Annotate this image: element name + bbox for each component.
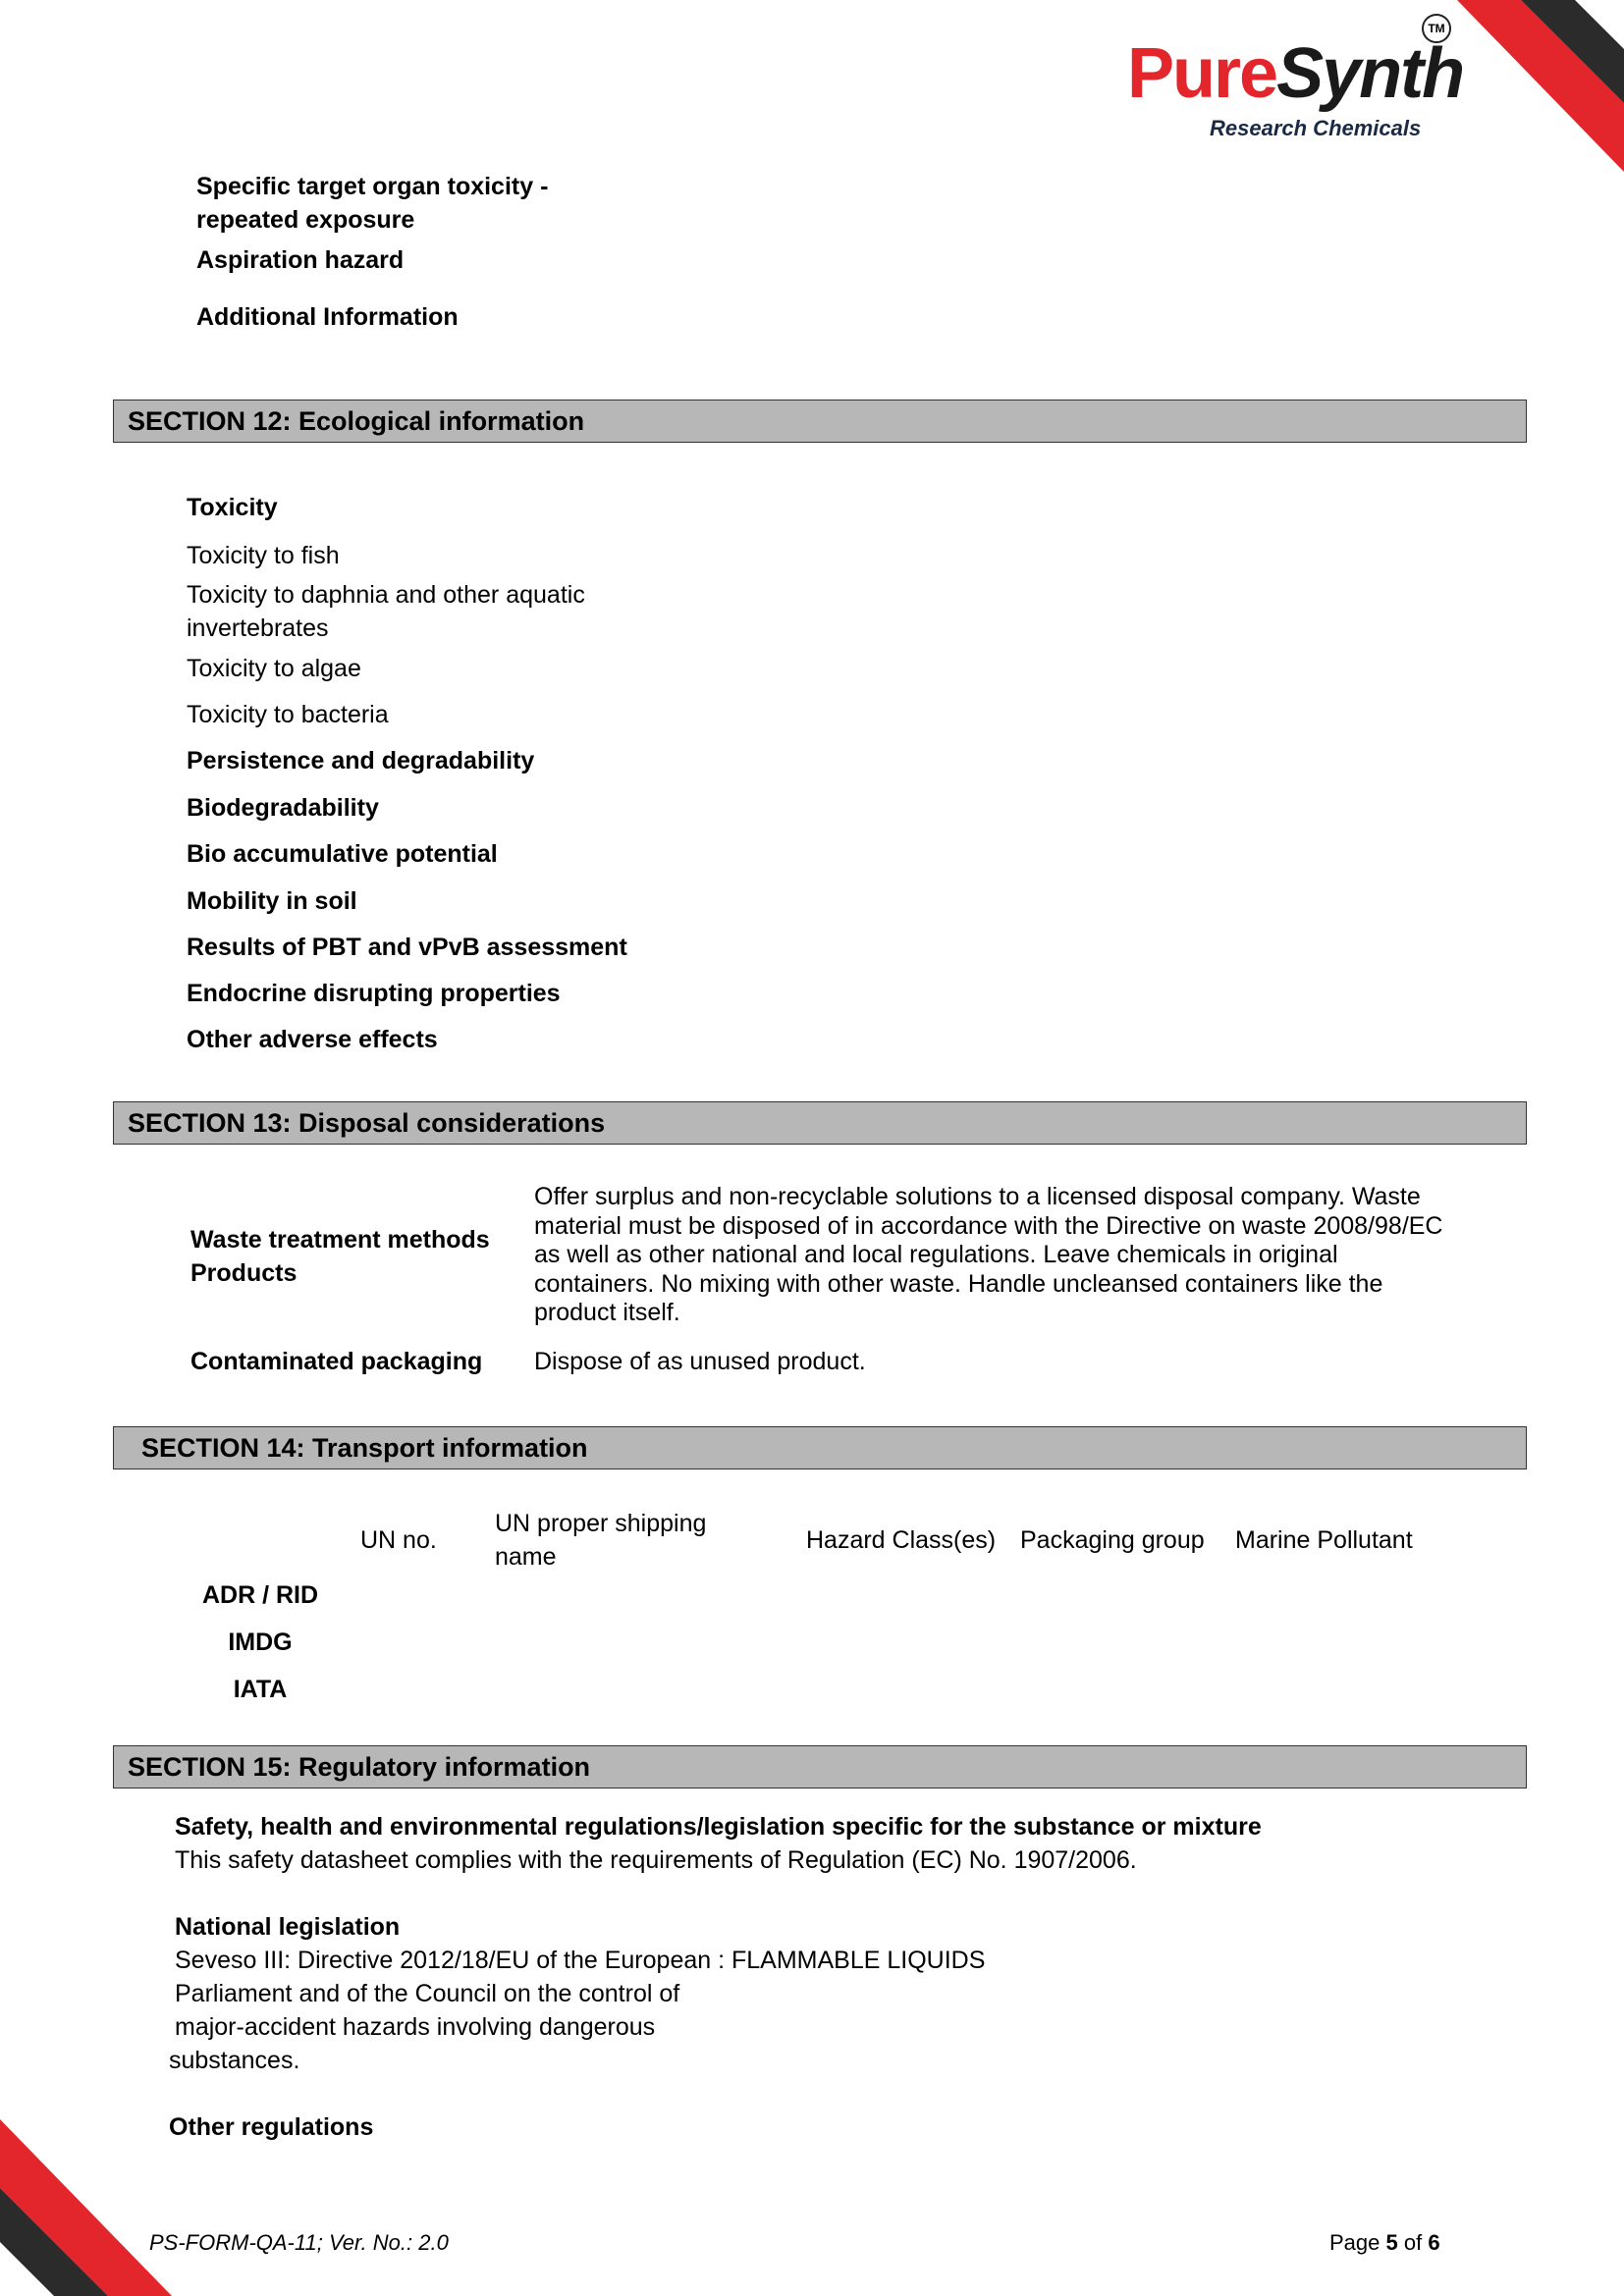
- section-13-header: SECTION 13: Disposal considerations: [113, 1101, 1527, 1145]
- waste-treatment-text: Offer surplus and non-recyclable solutions to a licensed disposal company. Waste material must be disposed of in accordance with the Directive on waste 2008/98/EC as well as other national and local regulations. Leave chemicals in original containers. No mixing with other waste. Handle uncleansed containers like the product itself.: [534, 1183, 1443, 1326]
- toxicity-bacteria-label: Toxicity to bacteria: [187, 701, 389, 728]
- section-14-header: SECTION 14: Transport information: [113, 1426, 1527, 1469]
- puresynth-logo: [1127, 22, 1464, 147]
- trademark-icon: TM: [1422, 14, 1451, 43]
- toxicity-daphnia-label-line2: invertebrates: [187, 614, 329, 642]
- corner-stripes-bottom: [0, 2119, 196, 2296]
- footer-form-id: PS-FORM-QA-11; Ver. No.: 2.0: [149, 2230, 449, 2255]
- safety-regulations-text: This safety datasheet complies with the requirements of Regulation (EC) No. 1907/2006.: [175, 1846, 1137, 1874]
- mobility-label: Mobility in soil: [187, 887, 357, 915]
- logo-tagline: Research Chemicals: [1210, 116, 1422, 140]
- logo-synth-text: Synth: [1276, 34, 1464, 113]
- other-adverse-effects-label: Other adverse effects: [187, 1026, 438, 1053]
- transport-row-imdg: IMDG: [228, 1629, 293, 1656]
- col-shipping-name-line1: UN proper shipping: [495, 1510, 707, 1537]
- page-current: 5: [1385, 2230, 1398, 2255]
- persistence-label: Persistence and degradability: [187, 747, 535, 774]
- toxicity-heading: Toxicity: [187, 494, 278, 521]
- bioaccumulative-label: Bio accumulative potential: [187, 840, 498, 868]
- page-of: of: [1403, 2230, 1423, 2255]
- endocrine-label: Endocrine disrupting properties: [187, 980, 561, 1007]
- seveso-text-line4: substances.: [169, 2047, 300, 2074]
- transport-row-iata: IATA: [233, 1676, 288, 1703]
- transport-row-adr-rid: ADR / RID: [201, 1581, 319, 1609]
- safety-regulations-heading: Safety, health and environmental regulations/legislation specific for the substance or mixture: [175, 1813, 1262, 1841]
- col-marine-pollutant: Marine Pollutant: [1235, 1526, 1413, 1554]
- section-12-header: SECTION 12: Ecological information: [113, 400, 1527, 443]
- col-hazard-class: Hazard Class(es): [806, 1526, 997, 1554]
- national-legislation-heading: National legislation: [175, 1913, 401, 1941]
- page-total: 6: [1428, 2230, 1440, 2255]
- toxicity-algae-label: Toxicity to algae: [187, 655, 361, 682]
- stot-repeated-label-line2: repeated exposure: [196, 206, 415, 234]
- contaminated-packaging-label: Contaminated packaging: [190, 1348, 483, 1375]
- page-prefix: Page: [1329, 2230, 1380, 2255]
- col-shipping-name-line2: name: [495, 1543, 557, 1571]
- waste-treatment-label-line2: Products: [190, 1259, 298, 1287]
- logo-pure-text: Pure: [1127, 34, 1277, 113]
- seveso-text-line1: Seveso III: Directive 2012/18/EU of the European : FLAMMABLE LIQUIDS: [175, 1947, 986, 1974]
- section-15-header: SECTION 15: Regulatory information: [113, 1745, 1527, 1789]
- additional-information-label: Additional Information: [196, 303, 459, 331]
- pbt-assessment-label: Results of PBT and vPvB assessment: [187, 934, 627, 961]
- toxicity-fish-label: Toxicity to fish: [187, 542, 340, 569]
- biodegradability-label: Biodegradability: [187, 794, 379, 822]
- stot-repeated-label-line1: Specific target organ toxicity -: [196, 173, 549, 200]
- waste-treatment-label-line1: Waste treatment methods: [190, 1226, 490, 1254]
- col-un-number: UN no.: [360, 1526, 437, 1554]
- footer-page-number: [1329, 2228, 1440, 2258]
- aspiration-hazard-label: Aspiration hazard: [196, 246, 405, 274]
- contaminated-packaging-text: Dispose of as unused product.: [534, 1348, 866, 1375]
- col-packaging-group: Packaging group: [1020, 1526, 1205, 1554]
- seveso-text-line2: Parliament and of the Council on the control of: [175, 1980, 680, 2007]
- other-regulations-heading: Other regulations: [169, 2113, 374, 2141]
- seveso-text-line3: major-accident hazards involving dangerous: [175, 2013, 656, 2041]
- toxicity-daphnia-label-line1: Toxicity to daphnia and other aquatic: [187, 581, 585, 609]
